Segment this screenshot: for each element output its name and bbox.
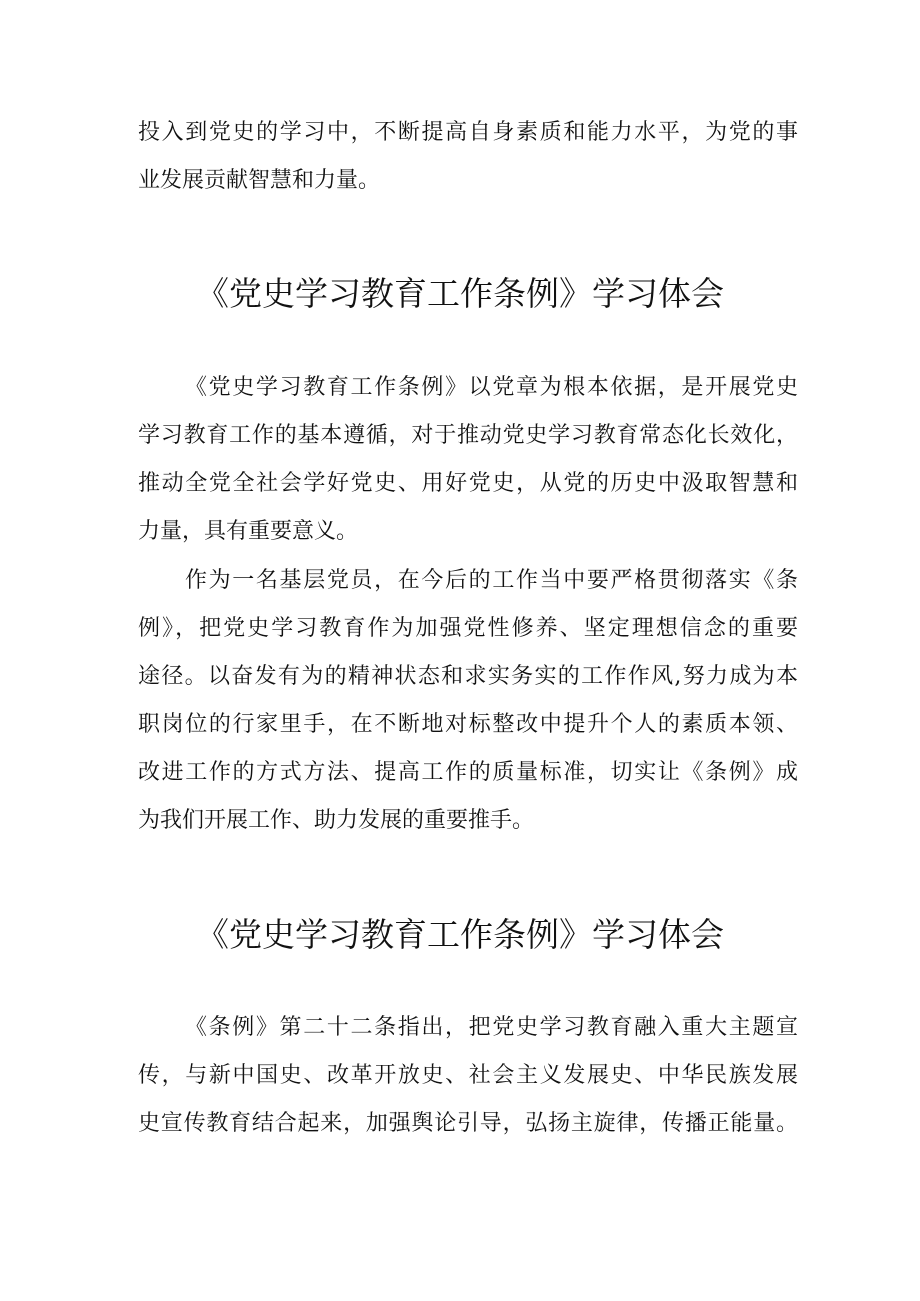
paragraph-line: 传，与新中国史、改革开放史、社会主义发展史、中华民族发展 [138,1063,798,1088]
paragraph-line: 作为一名基层党员，在今后的工作当中要严格贯彻落实《条 [185,568,798,593]
paragraph [138,364,798,556]
section-heading: 《党史学习教育工作条例》学习体会 [196,274,724,313]
paragraph-line: 史宣传教育结合起来，加强舆论引导，弘扬主旋律，传播正能量。 [138,1111,798,1136]
paragraph-line: 职岗位的行家里手，在不断地对标整改中提升个人的素质本领、 [138,712,798,737]
paragraph-continuation [138,109,798,205]
paragraph-line: 途径。以奋发有为的精神状态和求实务实的工作作风,努力成为本 [138,664,798,689]
paragraph-line: 改进工作的方式方法、提高工作的质量标准，切实让《条例》成 [138,760,798,785]
section-heading: 《党史学习教育工作条例》学习体会 [196,915,724,954]
paragraph [138,557,798,845]
paragraph-line: 学习教育工作的基本遵循，对于推动党史学习教育常态化长效化， [138,423,798,448]
paragraph-line: 为我们开展工作、助力发展的重要推手。 [138,808,535,833]
paragraph [138,1004,798,1148]
paragraph-line: 力量，具有重要意义。 [138,519,359,544]
paragraph-line: 投入到党史的学习中，不断提高自身素质和能力水平，为党的事 [138,120,798,145]
paragraph-line: 《党史学习教育工作条例》以党章为根本依据，是开展党史 [185,375,798,400]
paragraph-line: 《条例》第二十二条指出，把党史学习教育融入重大主题宣 [185,1015,798,1040]
paragraph-line: 例》，把党史学习教育作为加强党性修养、坚定理想信念的重要 [138,616,798,641]
paragraph-line: 推动全党全社会学好党史、用好党史，从党的历史中汲取智慧和 [138,471,798,496]
paragraph-line: 业发展贡献智慧和力量。 [138,168,381,193]
